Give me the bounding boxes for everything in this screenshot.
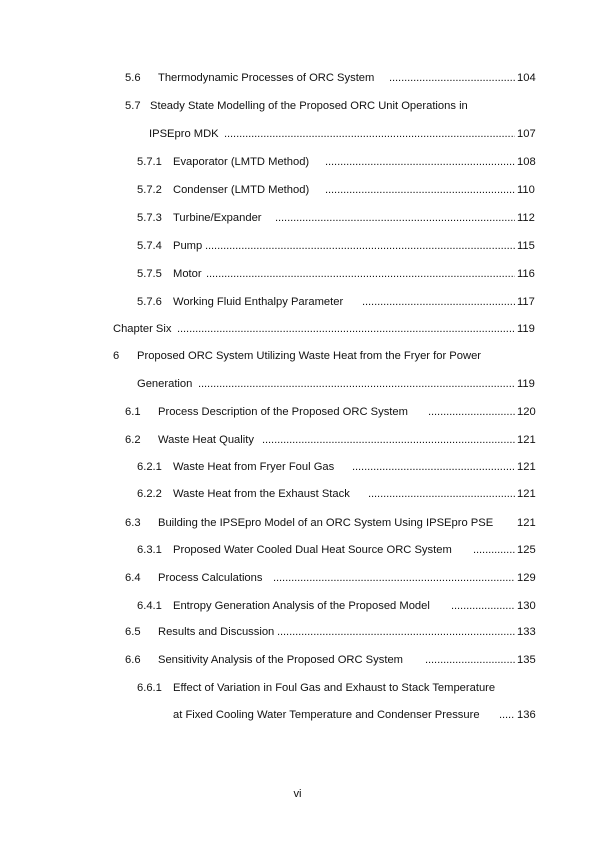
toc-entry-page: 116: [517, 268, 535, 280]
toc-leader-dots: [198, 377, 515, 391]
toc-leader-dots: [451, 599, 515, 613]
toc-entry-number: 5.7.3: [137, 212, 162, 224]
toc-entry-title: Evaporator (LMTD Method): [173, 156, 310, 168]
toc-leader-dots: [177, 322, 515, 336]
toc-entry-title: Effect of Variation in Foul Gas and Exhaust to Stack Temperature: [173, 682, 496, 694]
page-number: vi: [293, 788, 302, 800]
toc-leader-dots: [224, 127, 515, 141]
toc-entry-title: at Fixed Cooling Water Temperature and Condenser Pressure: [173, 709, 480, 721]
toc-leader-dots: [425, 653, 515, 667]
toc-entry-number: 6.4: [125, 572, 141, 584]
toc-entry-number: 6.2.2: [137, 488, 162, 500]
toc-entry-number: 5.7.5: [137, 268, 162, 280]
toc-entry-number: 5.7.1: [137, 156, 162, 168]
toc-leader-dots: [428, 405, 515, 419]
toc-entry-number: 6.6: [125, 654, 141, 666]
toc-leader-dots: [325, 183, 515, 197]
toc-entry-title: Generation: [137, 378, 193, 390]
toc-leader-dots: [277, 625, 515, 639]
toc-entry-page: 119: [517, 378, 535, 390]
toc-entry-page: 125: [517, 544, 536, 556]
toc-entry-page: 104: [517, 72, 536, 84]
toc-entry-title: Pump: [173, 240, 203, 252]
toc-leader-dots: [362, 295, 515, 309]
toc-entry-number: 6.5: [125, 626, 141, 638]
toc-entry-number: 6: [113, 350, 120, 362]
toc-leader-dots: [262, 433, 515, 447]
toc-leader-dots: [368, 487, 515, 501]
toc-leader-dots: [206, 267, 515, 281]
toc-entry-number: 5.7.6: [137, 296, 162, 308]
toc-entry-page: 115: [517, 240, 535, 252]
toc-entry-page: 119: [517, 323, 535, 335]
toc-entry-number: 6.2.1: [137, 461, 162, 473]
toc-entry-page: 108: [517, 156, 536, 168]
toc-entry-page: 120: [517, 406, 536, 418]
toc-entry-title: Thermodynamic Processes of ORC System: [158, 72, 375, 84]
toc-leader-dots: [325, 155, 515, 169]
toc-entry-number: 6.6.1: [137, 682, 162, 694]
toc-entry-page: 130: [517, 600, 536, 612]
toc-entry-title: Process Calculations: [158, 572, 263, 584]
toc-entry-title: Waste Heat Quality: [158, 434, 254, 446]
toc-entry-title: Waste Heat from Fryer Foul Gas: [173, 461, 335, 473]
toc-entry-title: Process Description of the Proposed ORC System: [158, 406, 408, 418]
toc-leader-dots: [499, 708, 515, 722]
toc-entry-title: Motor: [173, 268, 202, 280]
toc-entry-title: Proposed Water Cooled Dual Heat Source ORC System: [173, 544, 452, 556]
toc-entry-page: 121: [517, 488, 536, 500]
toc-entry-page: 136: [517, 709, 536, 721]
toc-leader-dots: [352, 460, 515, 474]
toc-entry-number: 6.3: [125, 517, 141, 529]
toc-entry-page: 110: [517, 184, 535, 196]
toc-entry-number: 5.7: [125, 100, 141, 112]
toc-entry-page: 121: [517, 461, 536, 473]
toc-entry-number: 5.6: [125, 72, 141, 84]
toc-entry-number: 6.3.1: [137, 544, 162, 556]
toc-entry-page: 121: [517, 434, 536, 446]
toc-entry-number: 5.7.4: [137, 240, 162, 252]
toc-entry-title: Waste Heat from the Exhaust Stack: [173, 488, 350, 500]
toc-entry-page: 133: [517, 626, 536, 638]
toc-entry-title: Proposed ORC System Utilizing Waste Heat from the Fryer for Power: [137, 350, 482, 362]
toc-entry-number: 6.2: [125, 434, 141, 446]
toc-entry-page: 121: [517, 517, 536, 529]
toc-entry-page: 135: [517, 654, 536, 666]
toc-entry-title: Building the IPSEpro Model of an ORC System Using IPSEpro PSE: [158, 517, 494, 529]
toc-entry-title: Results and Discussion: [158, 626, 275, 638]
toc-entry-number: 6.1: [125, 406, 141, 418]
toc-leader-dots: [273, 571, 515, 585]
toc-entry-title: Entropy Generation Analysis of the Proposed Model: [173, 600, 430, 612]
toc-entry-title: Condenser (LMTD Method): [173, 184, 310, 196]
toc-entry-page: 117: [517, 296, 535, 308]
toc-entry-number: 6.4.1: [137, 600, 162, 612]
toc-leader-dots: [473, 543, 515, 557]
toc-entry-title: Steady State Modelling of the Proposed ORC Unit Operations in: [150, 100, 468, 112]
toc-leader-dots: [389, 71, 515, 85]
toc-entry-page: 112: [517, 212, 535, 224]
toc-entry-title: Chapter Six: [113, 323, 172, 335]
toc-entry-title: Turbine/Expander: [173, 212, 262, 224]
toc-entry-number: 5.7.2: [137, 184, 162, 196]
toc-leader-dots: [205, 239, 515, 253]
toc-entry-page: 107: [517, 128, 536, 140]
toc-entry-title: Sensitivity Analysis of the Proposed ORC System: [158, 654, 403, 666]
toc-entry-title: IPSEpro MDK: [149, 128, 219, 140]
toc-entry-page: 129: [517, 572, 536, 584]
toc-leader-dots: [275, 211, 515, 225]
toc-entry-title: Working Fluid Enthalpy Parameter: [173, 296, 344, 308]
